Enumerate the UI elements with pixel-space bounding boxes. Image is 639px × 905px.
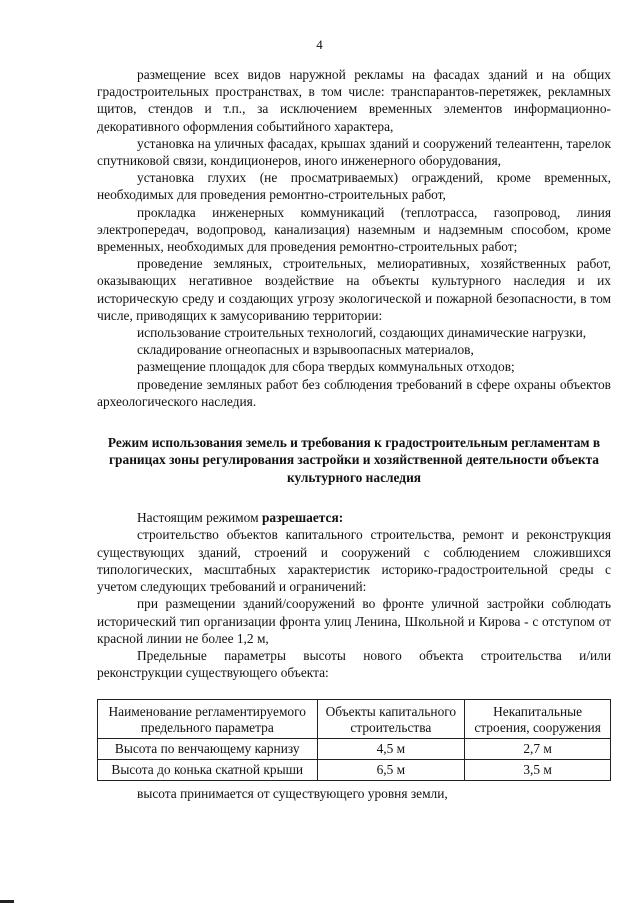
table-cell: 2,7 м [465,739,611,760]
paragraph: высота принимается от существующего уровня земли, [137,786,448,802]
table-cell: 3,5 м [465,760,611,781]
paragraph: Предельные параметры высоты нового объекта строительства и/или реконструкции существующего объекта: [97,647,611,681]
paragraph: складирование огнеопасных и взрывоопасных материалов, [137,342,474,358]
document-body [97,66,611,803]
paragraph: размещение площадок для сбора твердых коммунальных отходов; [137,359,515,375]
lead-text: Настоящим режимом [137,510,262,526]
paragraph: строительство объектов капитального строительства, ремонт и реконструкция существующих зданий, строений и сооружений с соблюдением сложившихся типологических, масштабных характеристик историко-градостроительной среды с учетом следующих требований и ограничений: [97,527,611,595]
lead-bold-text: разрешается: [261,510,344,526]
table-row [98,739,611,760]
page-number: 4 [316,37,323,52]
table-header-cell: Некапитальные строения, сооружения [465,700,611,739]
paragraph: использование строительных технологий, создающих динамические нагрузки, [137,325,587,341]
parameters-table [97,699,611,781]
table-cell: 6,5 м [317,760,465,781]
page-edge-mark [0,900,14,903]
table-row [98,760,611,781]
table-cell: Высота по венчающему карнизу [98,739,318,760]
paragraph: при размещении зданий/сооружений во фронте уличной застройки соблюдать исторический тип организации фронта улиц Ленина, Школьной и Кирова - с отступом от красной линии не более 1,2 м, [97,596,611,646]
paragraph: установка на уличных фасадах, крышах зданий и сооружений телеантенн, тарелок спутниковой связи, кондиционеров, иного инженерного оборудования, [97,135,611,169]
paragraph: проведение земляных работ без соблюдения требований в сфере охраны объектов археологического наследия. [97,376,611,409]
lead-paragraph [97,509,611,526]
paragraph: размещение всех видов наружной рекламы на фасадах зданий и на общих градостроительных пространствах, в том числе: транспарантов-перетяжек, рекламных щитов, стендов и т.п., за исключением временных элементов информационно-декоративного оформления событийного характера, [97,67,611,134]
table-cell: Высота до конька скатной крыши [98,760,318,781]
paragraph: установка глухих (не просматриваемых) ограждений, кроме временных, необходимых для проведения ремонтно-строительных работ, [97,170,611,203]
paragraph: проведение земляных, строительных, мелиоративных, хозяйственных работ, оказывающих негативное воздействие на объекты культурного наследия и их историческую среду и создающих угрозу экологической и пожарной безопасности, в том числе, приводящих к замусориванию территории: [97,256,611,323]
paragraph: прокладка инженерных коммуникаций (теплотрасса, газопровод, линия электропередач, водопровод, канализация) наземным и надземным способом, кроме временных, необходимых для проведения ремонтно-строительных работ; [97,204,611,255]
table-header-row [98,700,611,739]
table-header-cell: Наименование регламентируемого предельного параметра [98,700,318,739]
section-title: Режим использования земель и требования к градостроительным регламентам в границах зоны регулирования застройки и хозяйственной деятельности объекта культурного наследия [107,435,601,485]
table-header-cell: Объекты капитального строительства [317,700,465,739]
table-cell: 4,5 м [317,739,465,760]
